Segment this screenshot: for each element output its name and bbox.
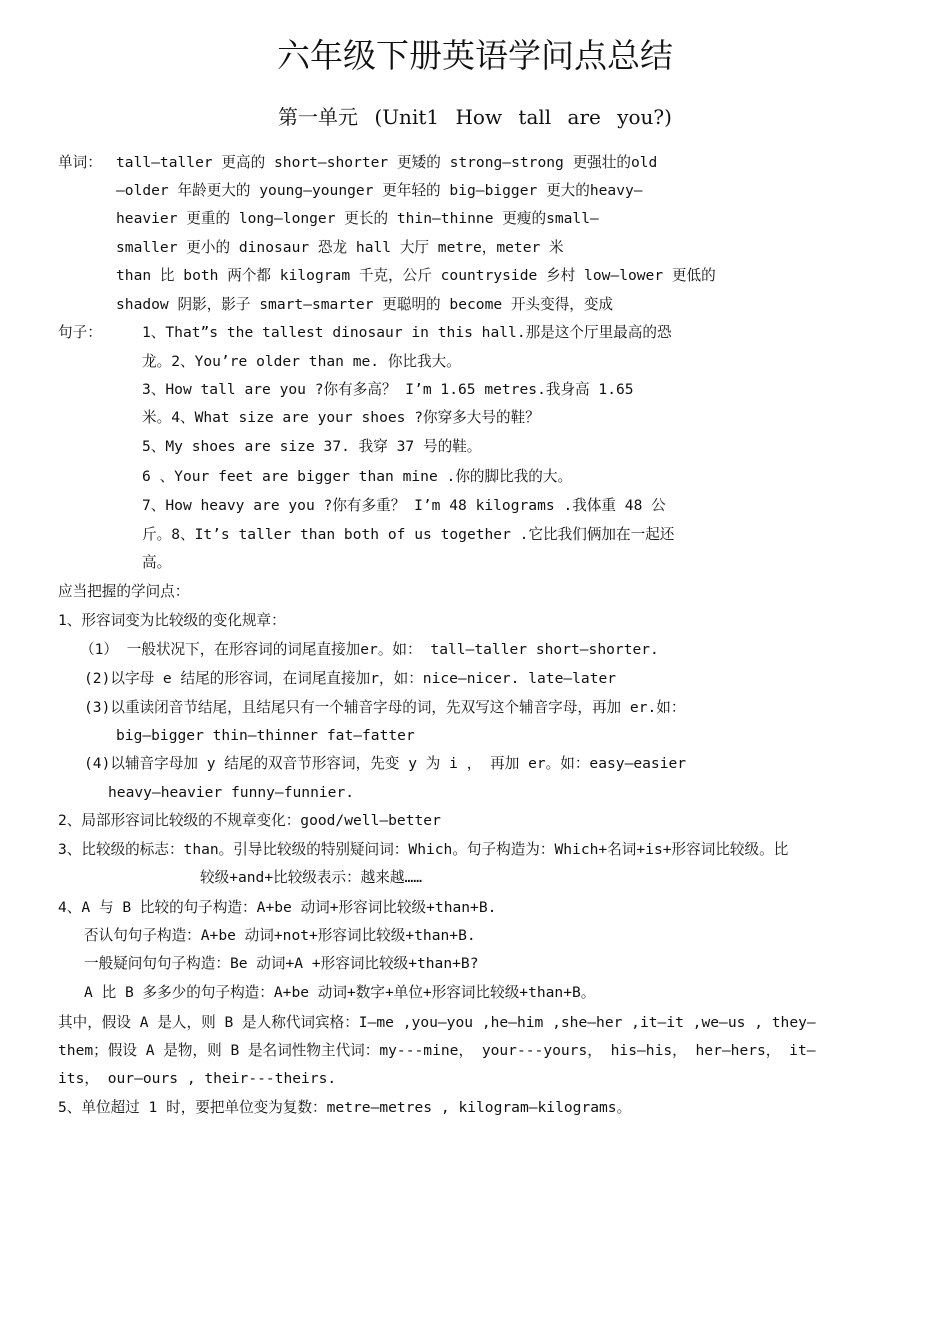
knowledge-line: 2、局部形容词比较级的不规章变化：good/well—better (58, 812, 441, 829)
knowledge-heading: 应当把握的学问点： (58, 583, 190, 600)
knowledge-line: 1、形容词变为比较级的变化规章： (58, 612, 286, 629)
sentence-line: 斤。8、It’s taller than both of us together .它比我们俩加在一起还 (142, 526, 675, 543)
vocab-line: heavier 更重的 long—longer 更长的 thin—thinne 更瘦的small— (116, 210, 599, 227)
sentence-line: 龙。2、You’re older than me. 你比我大。 (142, 353, 461, 370)
vocab-line: shadow 阴影，影子 smart—smarter 更聪明的 become 开头变得，变成 (116, 296, 614, 313)
knowledge-line: its， our—ours , their---theirs. (58, 1070, 337, 1087)
vocab-line: —older 年龄更大的 young—younger 更年轻的 big—bigger 更大的heavy— (116, 182, 643, 199)
knowledge-line: (3)以重读闭音节结尾，且结尾只有一个辅音字母的词，先双写这个辅音字母，再加 er.如： (84, 699, 686, 716)
knowledge-line: heavy—heavier funny—funnier. (108, 784, 355, 801)
knowledge-line: big—bigger thin—thinner fat—fatter (116, 727, 415, 744)
knowledge-line: 5、单位超过 1 时，要把单位变为复数：metre—metres , kilogram—kilograms。 (58, 1099, 632, 1116)
sentences-label: 句子： (58, 324, 102, 341)
knowledge-line: (4)以辅音字母加 y 结尾的双音节形容词，先变 y 为 i ， 再加 er。如：easy—easier (84, 755, 687, 772)
knowledge-line: （1） 一般状况下，在形容词的词尾直接加er。如： tall—taller short—shorter. (80, 641, 659, 658)
sentence-line: 高。 (142, 554, 172, 571)
sentence-line: 6 、Your feet are bigger than mine .你的脚比我的大。 (142, 468, 573, 485)
sentence-line: 米。4、What size are your shoes ?你穿多大号的鞋？ (142, 409, 540, 426)
knowledge-line: 其中，假设 A 是人，则 B 是人称代词宾格：I—me ,you—you ,he—him ,she—her ,it—it ,we—us , they— (58, 1014, 816, 1031)
knowledge-line: 一般疑问句句子构造：Be 动词+A +形容词比较级+than+B? (84, 955, 479, 972)
vocab-label: 单词： (58, 154, 102, 171)
vocab-line: smaller 更小的 dinosaur 恐龙 hall 大厅 metre，meter 米 (116, 239, 564, 256)
vocab-line: than 比 both 两个都 kilogram 千克，公斤 countryside 乡村 low—lower 更低的 (116, 267, 716, 284)
knowledge-line: 4、A 与 B 比较的句子构造：A+be 动词+形容词比较级+than+B. (58, 899, 497, 916)
knowledge-line: (2)以字母 e 结尾的形容词，在词尾直接加r，如：nice—nicer. late—later (84, 670, 617, 687)
knowledge-line: 3、比较级的标志：than。引导比较级的特别疑问词：Which。句子构造为：Which+名词+is+形容词比较级。比 (58, 841, 789, 858)
knowledge-line: A 比 B 多多少的句子构造：A+be 动词+数字+单位+形容词比较级+than+B。 (84, 984, 596, 1001)
page-title: 六年级下册英语学问点总结 (277, 36, 673, 75)
unit-heading: 第一单元 (Unit1 How tall are you?) (278, 105, 672, 129)
sentence-line: 1、That”s the tallest dinosaur in this hall.那是这个厅里最高的恐 (142, 324, 672, 341)
knowledge-line: 否认句句子构造：A+be 动词+not+形容词比较级+than+B. (84, 927, 476, 944)
sentence-line: 7、How heavy are you ?你有多重？ I’m 48 kilograms .我体重 48 公 (142, 497, 666, 514)
knowledge-line: 较级+and+比较级表示：越来越…… (200, 869, 423, 886)
knowledge-line: them；假设 A 是物，则 B 是名词性物主代词：my---mine， your---yours， his—his， her—hers， it— (58, 1042, 816, 1059)
sentence-line: 5、My shoes are size 37. 我穿 37 号的鞋。 (142, 438, 482, 455)
vocab-line: tall—taller 更高的 short—shorter 更矮的 strong—strong 更强壮的old (116, 154, 658, 171)
sentence-line: 3、How tall are you ?你有多高？ I’m 1.65 metres.我身高 1.65 (142, 381, 634, 398)
